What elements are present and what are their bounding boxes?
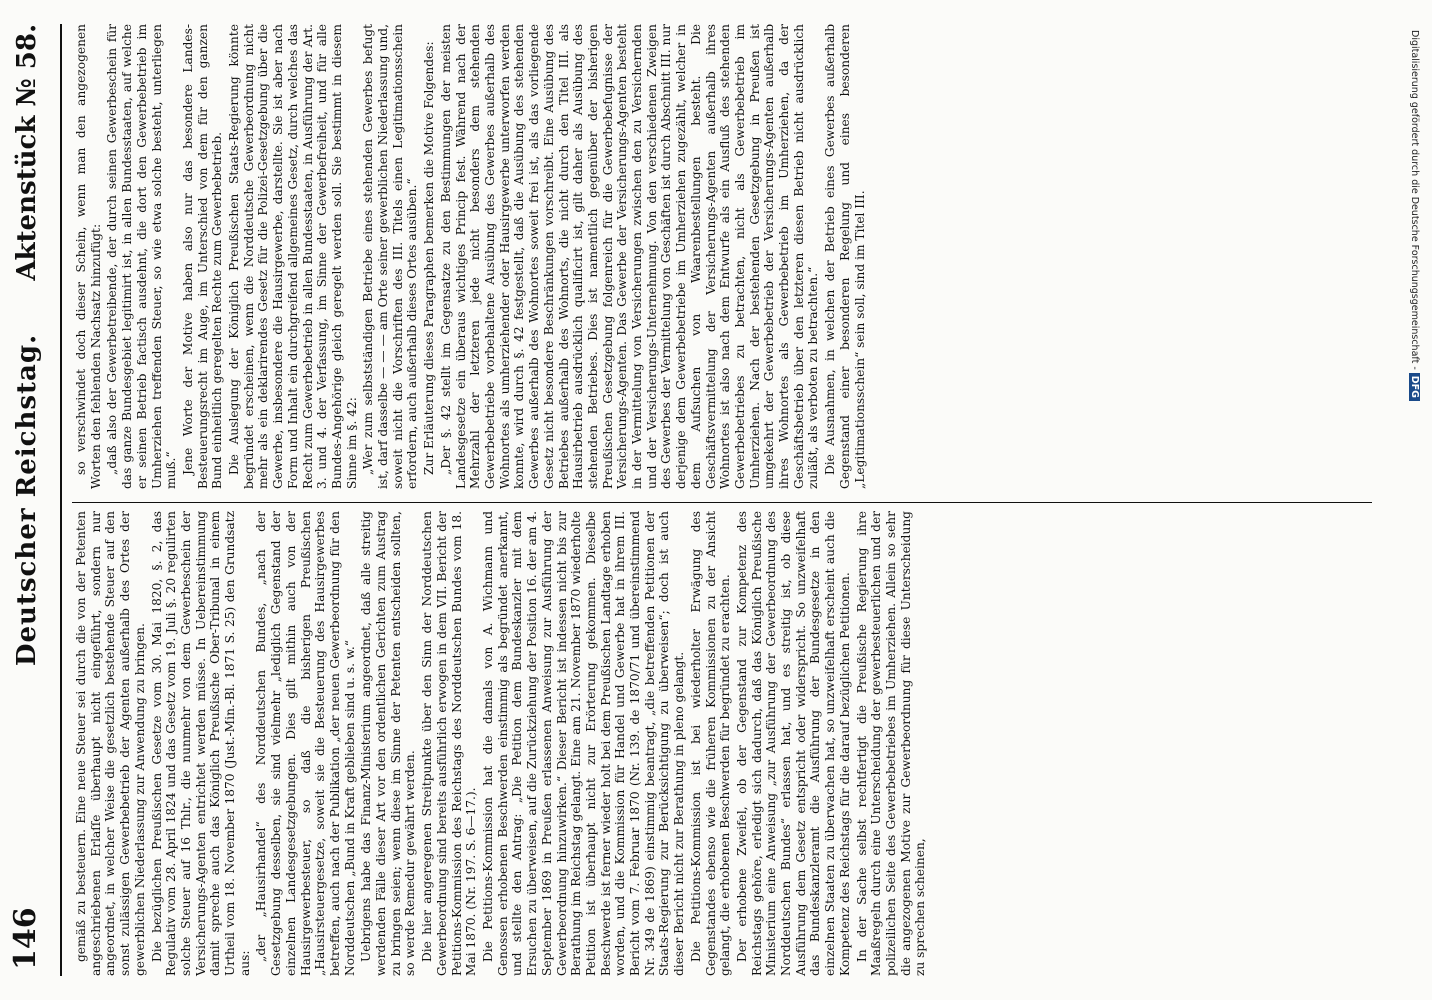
quotation: „daß also der Gewerbetreibende, der durch seinen Gewerbeschein für das ganze Bundesgebiet legitimirt ist, in allen Bundesstaaten, auf welche er seinen Betrieb factisch ausdehnt, die dort den Gewerbebetrieb im Umherziehen treffenden Steuer, so wie etwa solche besteht, unterliegen muß.“	[105, 24, 179, 489]
page-title: Deutscher Reichstag.	[12, 333, 42, 667]
paragraph: Uebrigens habe das Finanz-Ministerium angeordnet, daß alle streitig werdenden Fälle dieser Art vor den ordentlichen Gerichten zum Austrag zu bringen seien; wenn diese im Sinne der Petenten entscheiden sollten, so werde Remedur gewährt werden.	[359, 511, 418, 976]
paragraph: Der erhobene Zweifel, ob der Gegenstand zur Kompetenz des Reichstags gehöre, erledigt sich dadurch, daß das Königlich Preußische Ministerium eine Anweisung „zur Ausführung der Gewerbeordnung des Norddeutschen Bundes“ erlassen hat, und es streitig ist, ob diese Ausführung dem Gesetz entspricht oder widerspricht. So unzweifelhaft das Bundeskanzleramt die Ausführung der Bundesgesetze in den einzelnen Staaten zu überwachen hat, so unzweifelhaft erscheint auch die Kompetenz des Reichstags für die darauf bezüglichen Petitionen.	[734, 511, 852, 976]
quotation: „Wer zum selbstständigen Betriebe eines stehenden Gewerbes befugt ist, darf dasselbe — — — am Orte seiner gewerblichen Niederlassung und, soweit nicht die Vorschriften des III. Titels einen Legitimationsschein erfordern, auch außerhalb dieses Ortes ausüben.“	[361, 24, 420, 489]
column-divider	[72, 502, 1372, 503]
credit-text: Digitalisierung gefördert durch die Deutsche Forschungsgemeinschaft -	[1409, 30, 1420, 370]
paragraph: Die Auslegung der Königlich Preußischen Staats-Regierung könnte begründet erscheinen, wenn die Norddeutsche Gewerbeordnung nicht mehr als ein deklarirendes Gesetz für die Polizei-Gesetzgebung über die Gewerbe, insbesondere die Hausirgewerbe, darstellte. Sie ist aber nach Form und Inhalt ein durchgreifend allgemeines Gesetz, durch welches das Recht zum Gewerbebetrieb in allen Bundesstaaten, in Ausführung der Art. 3. und 4. der Verfassung, im Sinne der Gewerbefreiheit, und für alle Bundes-Angehörige gleich geregelt werden soll. Sie bestimmt in diesem Sinne im §. 42:	[227, 24, 359, 489]
paragraph: Die Petitions-Kommission hat die damals von A. Wichmann und Genossen erhobenen Beschwerden einstimmig als begründet anerkannt, und stellte den Antrag: „Die Petition dem Bundeskanzler mit dem Ersuchen zu überweisen, auf die Zurückziehung der Position 16. der am 4. September 1869 in Preußen erlassenen Anweisung zur Ausführung der Gewerbeordnung hinzuwirken.“ Dieser Bericht ist indessen nicht bis zur Berathung im Reichstag gelangt. Eine am 21. November 1870 wiederholte Petition ist überhaupt nicht zur Erörterung gekommen. Dieselbe Beschwerde ist ferner wieder holt bei dem Preußischen Landtage erhoben worden, und die Kommission für Handel und Gewerbe hat in ihrem III. Bericht vom 7. Februar 1870 (Nr. 139. de 1870/71 und übereinstimmend Nr. 349 de 1869) einstimmig beantragt, „die betreffenden Petitionen der Staats-Regierung zur Berücksichtigung zu überweisen“; doch ist auch dieser Bericht nicht zur Berathung in pleno gelangt.	[480, 511, 687, 976]
page-header	[0, 0, 70, 1000]
digitization-credit	[1409, 30, 1420, 401]
right-column	[74, 24, 869, 489]
paragraph: Zur Erläuterung dieses Paragraphen bemerken die Motive Folgendes:	[422, 41, 437, 475]
left-column	[74, 511, 930, 976]
quotation: „Der §. 42 stellt im Gegensatze zu den Bestimmungen der meisten Landesgesetze ein überaus wichtiges Princip fest. Während nach der Mehrzahl der letzteren jede nicht besonders dem stehenden Gewerbebetriebe vorbehaltene Ausübung des Gewerbes außerhalb des Wohnortes als umherziehender oder Hausirgewerbe unterworfen werden konnte, wird durch §. 42 festgestellt, daß die Ausübung des stehenden Gewerbes außerhalb des Wohnortes soweit frei ist, als das vorliegende Gesetz nicht besondere Beschränkungen vorschreibt. Eine Ausübung des Betriebes außerhalb des Wohnorts, die nicht durch den Titel III. als Hausirbetrieb ausdrücklich qualificirt ist, gilt daher als Ausübung des stehenden Betriebes. Dies ist namentlich gegenüber der bisherigen Preußischen Gesetzgebung folgenreich für die Gewerbebefugnisse der Versicherungs-Agenten. Das Gewerbe der Versicherungs-Agenten besteht in der Vermittelung von Versicherungen zwischen den zu Versichernden und der Versicherungs-Unternehmung. Von den verschiedenen Zweigen des Gewerbes der Vermittelung von Geschäften ist durch Abschnitt III. nur derjenige dem Gewerbebetriebe im Umherziehen zugezählt, welcher in dem Aufsuchen von Waarenbestellungen besteht. Die Geschäftsvermittelung der Versicherungs-Agenten außerhalb ihres Wohnortes ist also nach dem Entwurfe als ein Ausfluß des stehenden Gewerbebetriebes zu betrachten, nicht als Gewerbebetrieb im Umherziehen. Nach der bestehenden Gesetzgebung in Preußen ist umgekehrt der Gewerbebetrieb der Versicherungs-Agenten außerhalb ihres Wohnortes als Gewerbebetrieb im Umherziehen, da der Geschäftsbetrieb über den letzteren diesen Betrieb nicht ausdrücklich zuläßt, als verboten zu betrachten.“	[438, 24, 821, 489]
paragraph: gemäß zu besteuern. Eine neue Steuer sei durch die von der Petenten angeschriebenen Erlaſſe überhaupt nicht eingeführt, sondern nur angeordnet, in welcher Weise die gesetzlich bestehende Steuer auf den sonst zulässigen Gewerbebetrieb der Agenten außerhalb des Ortes der gewerblichen Niederlassung zur Anwendung zu bringen.	[74, 511, 147, 976]
quotation: „der „Hausirhandel“ des Norddeutschen Bundes, „nach der Gesetzgebung desselben, sie sind vielmehr „lediglich Gegenstand der einzelnen Landesgesetzgebungen. Dies gilt mithin auch von der Hausirgewerbesteuer, so daß die bisherigen Preußischen „Hausirsteuergesetze, soweit sie die Besteuerung des Hausirgewerbes betreffen, auch nach der Publikation „der neuen Gewerbeordnung für den Norddeutschen „Bund in Kraft geblieben sind u. s. w.“	[254, 511, 357, 976]
paragraph: so verschwindet doch dieser Schein, wenn man den angezogenen Worten den fehlenden Nachsatz hinzufügt:	[74, 24, 103, 489]
page-number: 146	[8, 907, 43, 970]
paragraph: Die Petitions-Kommission ist bei wiederholter Erwägung des Gegenstandes ebenso wie die früheren Kommissionen zu der Ansicht gelangt, die erhobenen Beschwerden für begründet zu erachten.	[688, 511, 733, 976]
paragraph: Die Ausnahmen, in welchen der Betrieb eines Gewerbes außerhalb Gegenstand einer besonderen Regelung und eines besonderen „Legitimationsschein“ sein soll, sind im Titel III.	[823, 24, 867, 489]
header-rule	[60, 24, 62, 976]
paragraph: Jene Worte der Motive haben also nur das besondere Landes-Besteuerungsrecht im Auge, im Unterschied von dem für den ganzen Bund einheitlich geregelten Rechte zum Gewerbebetrieb.	[180, 24, 225, 489]
paragraph: In der Sache selbst rechtfertigt die Preußische Regierung ihre Maaßregeln durch eine Unterscheidung der gewerbesteuerlichen und der polizeilichen Seite des Gewerbebetriebes im Umherziehen. Allein so sehr die angezogenen Motive zur Gewerbeordnung für diese Unterscheidung zu sprechen scheinen,	[854, 511, 928, 976]
paragraph: Die hier angeregenen Streitpunkte über den Sinn der Norddeutschen Gewerbeordnung sind bereits ausführlich erwogen in dem VII. Bericht der Petitions-Kommission des Reichstags des Norddeutschen Bundes vom 18. Mai 1870. (Nr. 197. S. 6—17.).	[420, 511, 479, 976]
document-number: Aktenstück № 58.	[12, 24, 42, 281]
paragraph: Die bezüglichen Preußischen Gesetze vom 30. Mai 1820, §. 2, das Regulativ vom 28. April 1824 und das Gesetz vom 19. Juli §. 20 regulirten solche Steuer auf 16 Thlr., die nunmehr von dem Gewerbeschein der Versicherungs-Agenten entrichtet werden müsse. In Uebereinstimmung damit spreche auch das Königlich Preußische Ober-Tribunal in einem Urtheil vom 18. November 1870 (Just.-Min.-Bl. 1871 S. 25) den Grundsatz aus:	[149, 511, 252, 976]
dfg-logo: DFG	[1409, 373, 1420, 401]
